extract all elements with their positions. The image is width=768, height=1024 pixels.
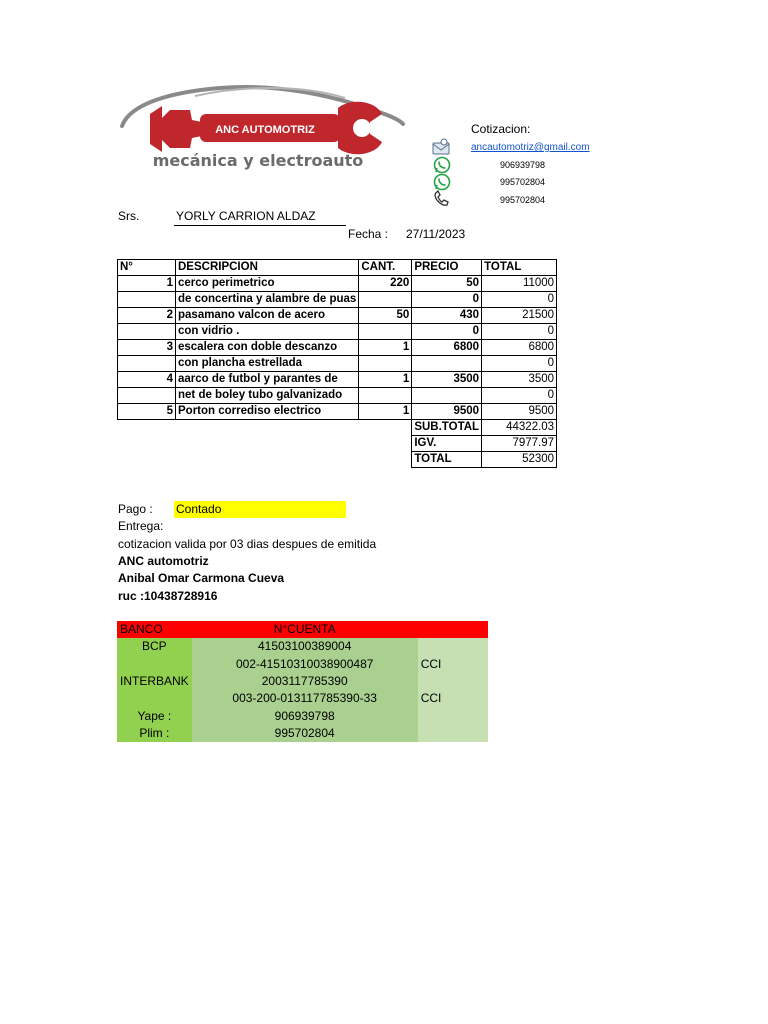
- payment-label: Pago :: [118, 502, 153, 516]
- item-description: net de boley tubo galvanizado: [176, 388, 359, 404]
- item-description: aarco de futbol y parantes de: [176, 372, 359, 388]
- phone-icon: [432, 190, 452, 208]
- bank-row: [117, 673, 488, 690]
- table-row: [118, 324, 557, 340]
- item-number: [118, 324, 176, 340]
- igv-row: [118, 436, 557, 452]
- item-description: con plancha estrellada: [176, 356, 359, 372]
- item-price: 430: [412, 308, 482, 324]
- account-number: 906939798: [192, 707, 418, 724]
- table-row: [118, 340, 557, 356]
- item-total: 0: [482, 388, 557, 404]
- item-description: escalera con doble descanzo: [176, 340, 359, 356]
- phone-number-3: 995702804: [500, 195, 546, 205]
- client-name: YORLY CARRION ALDAZ: [176, 209, 316, 223]
- item-quantity: [359, 388, 412, 404]
- bank-name: Yape :: [117, 707, 192, 724]
- owner-name: Anibal Omar Carmona Cueva: [118, 571, 285, 585]
- contact-email-link[interactable]: ancautomotriz@gmail.com: [471, 142, 590, 153]
- whatsapp-icon: [432, 173, 452, 191]
- item-price: 0: [412, 292, 482, 308]
- header-cell: N°: [118, 260, 176, 276]
- item-number: [118, 388, 176, 404]
- contact-title: Cotizacion:: [471, 122, 531, 136]
- subtotal-value: 44322.03: [482, 420, 557, 436]
- phone-number-1: 906939798: [500, 160, 546, 170]
- item-quantity: 220: [359, 276, 412, 292]
- header-cell: CANT.: [359, 260, 412, 276]
- company-logo: [100, 74, 410, 184]
- account-type: [418, 673, 488, 690]
- header-cell: DESCRIPCION: [176, 260, 359, 276]
- whatsapp-icon: [432, 156, 452, 174]
- bank-table: [117, 621, 488, 742]
- bank-row: [117, 725, 488, 742]
- item-number: [118, 292, 176, 308]
- bank-header-account: N°CUENTA: [192, 621, 418, 638]
- account-number: 2003117785390: [192, 673, 418, 690]
- total-value: 52300: [482, 452, 557, 468]
- table-row: [118, 292, 557, 308]
- subtotal-row: [118, 420, 557, 436]
- bank-name: [117, 690, 192, 707]
- item-quantity: [359, 324, 412, 340]
- account-number: 41503100389004: [192, 638, 418, 655]
- bank-row: [117, 638, 488, 655]
- phone-number-2: 995702804: [500, 177, 546, 187]
- bank-row: [117, 690, 488, 707]
- bank-header-row: [117, 621, 488, 638]
- item-quantity: [359, 356, 412, 372]
- igv-value: 7977.97: [482, 436, 557, 452]
- logo-brand-text: ANC AUTOMOTRIZ: [215, 124, 315, 136]
- bank-name: [117, 656, 192, 673]
- item-number: 3: [118, 340, 176, 356]
- client-underline: [174, 225, 346, 226]
- bank-row: [117, 707, 488, 724]
- item-quantity: 1: [359, 404, 412, 420]
- item-total: 3500: [482, 372, 557, 388]
- item-quantity: [359, 292, 412, 308]
- account-number: 995702804: [192, 725, 418, 742]
- item-price: 6800: [412, 340, 482, 356]
- table-row: [118, 404, 557, 420]
- item-description: de concertina y alambre de puas: [176, 292, 359, 308]
- date-label: Fecha :: [348, 227, 389, 241]
- item-price: [412, 356, 482, 372]
- delivery-label: Entrega:: [118, 519, 164, 533]
- ruc-number: ruc :10438728916: [118, 589, 218, 603]
- header-cell: TOTAL: [482, 260, 557, 276]
- item-description: pasamano valcon de acero: [176, 308, 359, 324]
- account-type: [418, 638, 488, 655]
- item-total: 9500: [482, 404, 557, 420]
- item-price: [412, 388, 482, 404]
- igv-label: IGV.: [412, 436, 482, 452]
- total-row: [118, 452, 557, 468]
- date-value: 27/11/2023: [406, 227, 466, 241]
- item-total: 0: [482, 356, 557, 372]
- item-total: 11000: [482, 276, 557, 292]
- table-row: [118, 356, 557, 372]
- account-type: [418, 707, 488, 724]
- total-label: TOTAL: [412, 452, 482, 468]
- bank-row: [117, 656, 488, 673]
- validity-note: cotizacion valida por 03 dias despues de emitida: [118, 537, 377, 551]
- item-description: con vidrio .: [176, 324, 359, 340]
- wrench-icon: [150, 106, 202, 152]
- table-row: [118, 308, 557, 324]
- account-type: CCI: [418, 656, 488, 673]
- header-cell: PRECIO: [412, 260, 482, 276]
- item-quantity: 1: [359, 372, 412, 388]
- item-price: 9500: [412, 404, 482, 420]
- table-header-row: [118, 260, 557, 276]
- account-type: CCI: [418, 690, 488, 707]
- item-total: 6800: [482, 340, 557, 356]
- client-label: Srs.: [118, 209, 140, 223]
- company-name: ANC automotriz: [118, 554, 209, 568]
- item-price: 50: [412, 276, 482, 292]
- bank-header-bank: BANCO: [117, 621, 192, 638]
- item-number: 1: [118, 276, 176, 292]
- table-row: [118, 276, 557, 292]
- bank-body: [117, 638, 488, 742]
- subtotal-label: SUB.TOTAL: [412, 420, 482, 436]
- account-type: [418, 725, 488, 742]
- item-total: 0: [482, 292, 557, 308]
- item-number: 2: [118, 308, 176, 324]
- logo-tagline: mecánica y electroauto: [152, 151, 364, 170]
- item-description: cerco perimetrico: [176, 276, 359, 292]
- item-total: 21500: [482, 308, 557, 324]
- item-number: 4: [118, 372, 176, 388]
- item-number: [118, 356, 176, 372]
- table-row: [118, 388, 557, 404]
- item-quantity: 1: [359, 340, 412, 356]
- bank-name: INTERBANK: [117, 673, 192, 690]
- bank-name: Plim :: [117, 725, 192, 742]
- quote-table: [117, 259, 557, 468]
- quote-body: [118, 276, 557, 420]
- item-quantity: 50: [359, 308, 412, 324]
- table-row: [118, 372, 557, 388]
- email-icon: [431, 138, 451, 156]
- item-description: Porton corrediso electrico: [176, 404, 359, 420]
- payment-value: Contado: [174, 501, 346, 518]
- item-price: 3500: [412, 372, 482, 388]
- item-price: 0: [412, 324, 482, 340]
- bank-name: BCP: [117, 638, 192, 655]
- item-number: 5: [118, 404, 176, 420]
- account-number: 002-41510310038900487: [192, 656, 418, 673]
- item-total: 0: [482, 324, 557, 340]
- account-number: 003-200-013117785390-33: [192, 690, 418, 707]
